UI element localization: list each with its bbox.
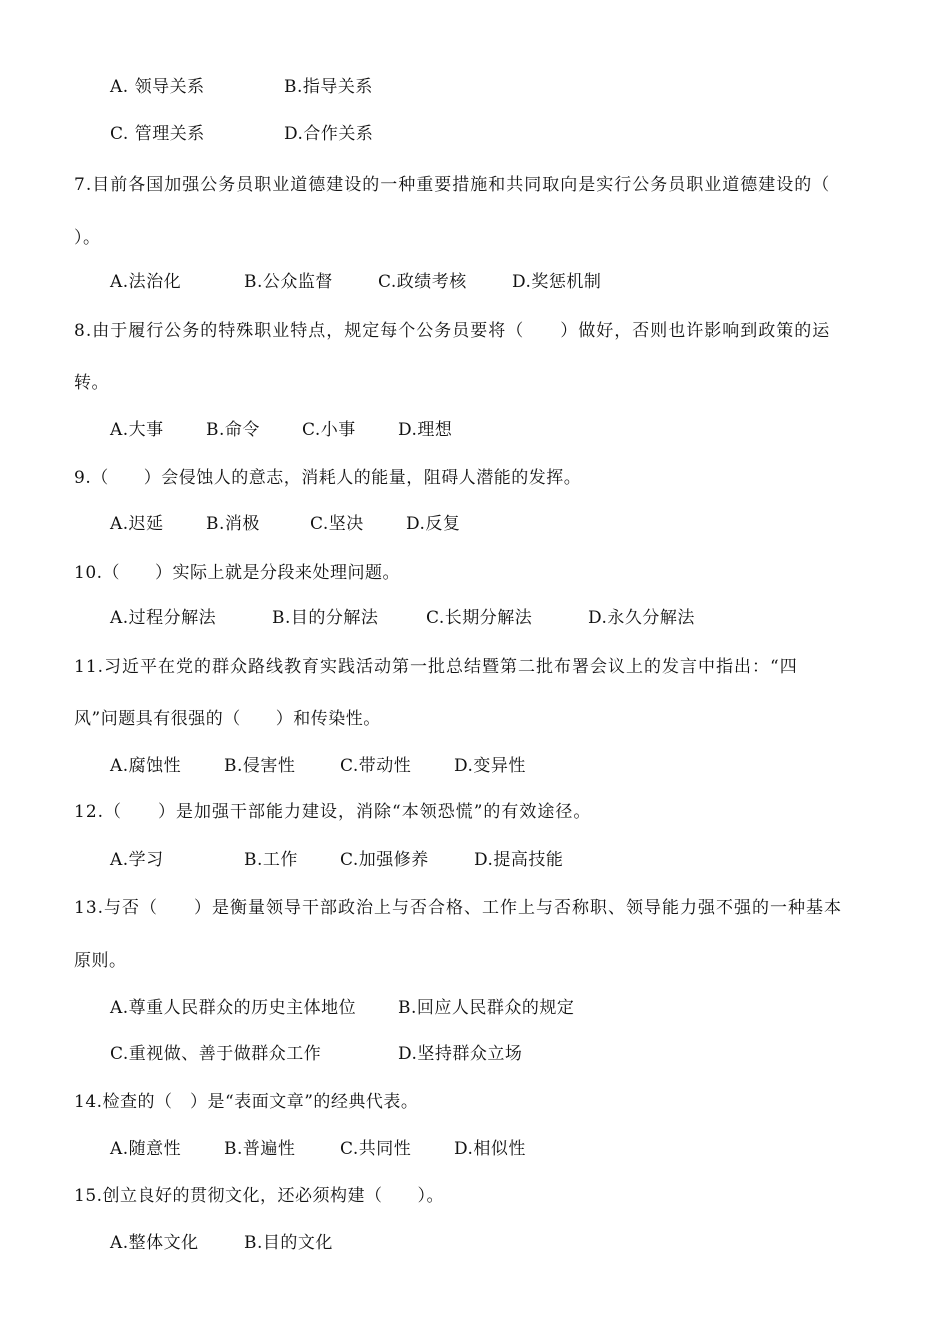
answer-option: B.普遍性 [224, 1139, 296, 1159]
answer-option: B.侵害性 [224, 756, 296, 776]
question-line: 15.创立良好的贯彻文化，还必须构建（ ）。 [74, 1186, 445, 1206]
answer-option: C.长期分解法 [426, 608, 533, 628]
answer-option: A.法治化 [110, 272, 182, 292]
answer-option: C. 管理关系 [110, 124, 205, 144]
answer-option: A.整体文化 [110, 1233, 199, 1253]
question-line: 7.目前各国加强公务员职业道德建设的一种重要措施和共同取向是实行公务员职业道德建设的（ [74, 175, 831, 195]
question-line: ）。 [74, 228, 101, 248]
answer-option: D.反复 [406, 514, 461, 534]
answer-option: A.大事 [110, 420, 164, 440]
answer-option: B.消极 [206, 514, 260, 534]
answer-option: B.公众监督 [244, 272, 333, 292]
answer-option: A.学习 [110, 850, 164, 870]
answer-option: C.加强修养 [340, 850, 429, 870]
answer-option: A.腐蚀性 [110, 756, 182, 776]
answer-option: B.目的分解法 [272, 608, 379, 628]
answer-option: B.目的文化 [244, 1233, 333, 1253]
answer-option: A.随意性 [110, 1139, 182, 1159]
answer-option: A.尊重人民群众的历史主体地位 [110, 998, 357, 1018]
question-line: 9.（ ）会侵蚀人的意志，消耗人的能量，阻碍人潜能的发挥。 [74, 468, 582, 488]
answer-option: D.奖惩机制 [512, 272, 602, 292]
answer-option: D.理想 [398, 420, 453, 440]
answer-option: D.永久分解法 [588, 608, 695, 628]
answer-option: A. 领导关系 [110, 77, 205, 97]
answer-option: C.小事 [302, 420, 356, 440]
question-line: 原则。 [74, 951, 127, 971]
answer-option: C.政绩考核 [378, 272, 467, 292]
answer-option: D.坚持群众立场 [398, 1044, 523, 1064]
answer-option: D.提高技能 [474, 850, 564, 870]
question-line: 12.（ ）是加强干部能力建设，消除“本领恐慌”的有效途径。 [74, 802, 592, 822]
answer-option: B.工作 [244, 850, 298, 870]
answer-option: C.带动性 [340, 756, 412, 776]
answer-option: C.共同性 [340, 1139, 412, 1159]
answer-option: A.过程分解法 [110, 608, 217, 628]
answer-option: C.重视做、善于做群众工作 [110, 1044, 322, 1064]
question-line: 13.与否（ ）是衡量领导干部政治上与否合格、工作上与否称职、领导能力强不强的一种基本 [74, 898, 843, 918]
answer-option: A.迟延 [110, 514, 164, 534]
question-line: 11.习近平在党的群众路线教育实践活动第一批总结暨第二批布署会议上的发言中指出：“四 [74, 657, 798, 677]
answer-option: B.指导关系 [284, 77, 373, 97]
answer-option: B.回应人民群众的规定 [398, 998, 575, 1018]
question-line: 10.（ ）实际上就是分段来处理问题。 [74, 563, 401, 583]
answer-option: C.坚决 [310, 514, 364, 534]
answer-option: D.相似性 [454, 1139, 526, 1159]
answer-option: D.合作关系 [284, 124, 374, 144]
question-line: 转。 [74, 373, 109, 393]
question-line: 14.检查的（ ）是“表面文章”的经典代表。 [74, 1092, 419, 1112]
answer-option: B.命令 [206, 420, 260, 440]
answer-option: D.变异性 [454, 756, 526, 776]
question-line: 8.由于履行公务的特殊职业特点，规定每个公务员要将（ ）做好，否则也许影响到政策的运 [74, 321, 831, 341]
question-line: 风”问题具有很强的（ ）和传染性。 [74, 709, 381, 729]
